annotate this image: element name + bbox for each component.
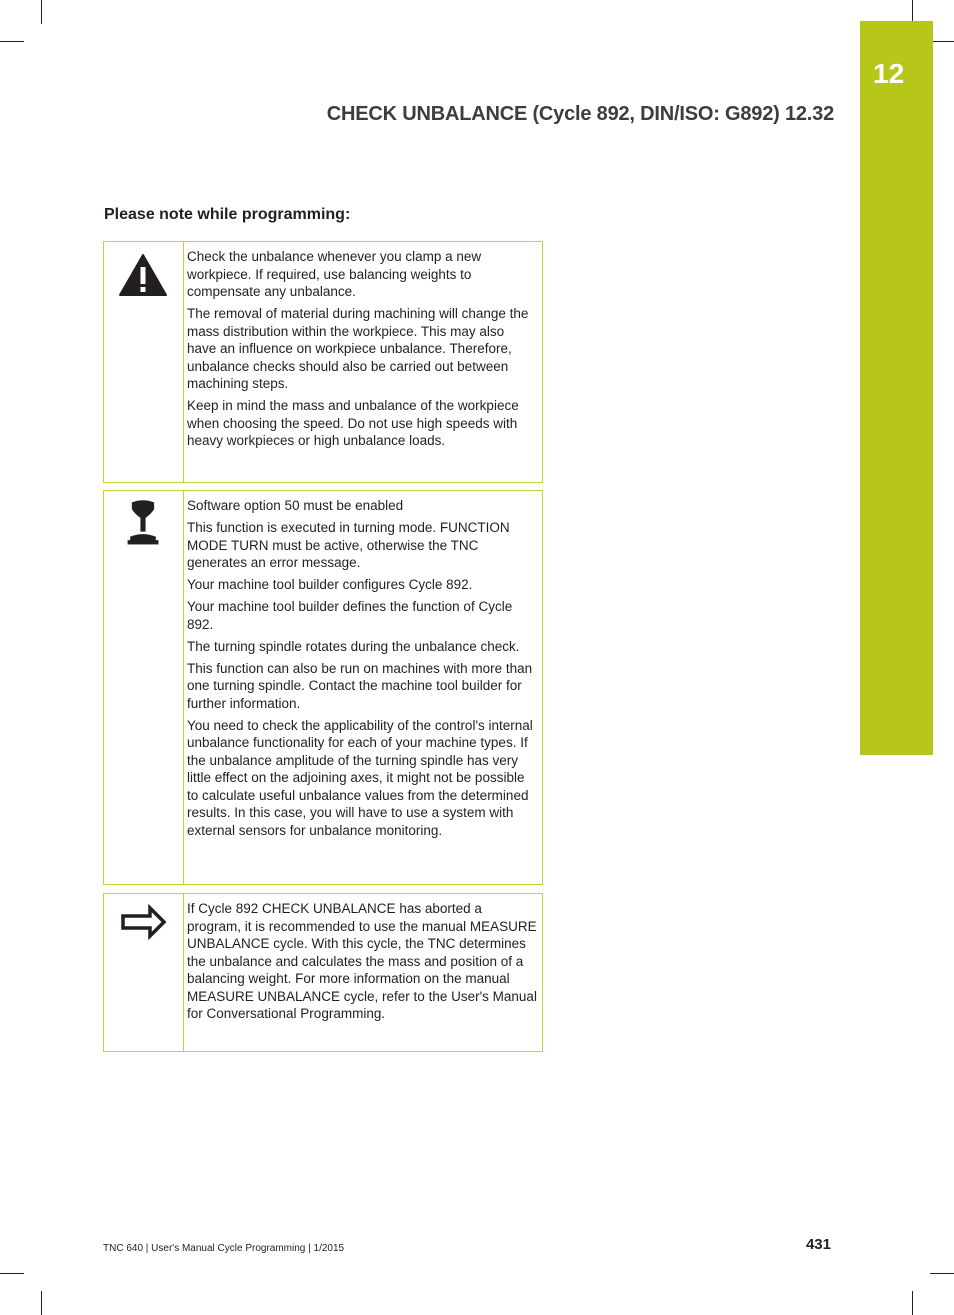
section-heading: Please note while programming:: [104, 206, 351, 223]
note-text: [187, 497, 537, 844]
note-text: [187, 900, 537, 1027]
note-paragraph: Your machine tool builder configures Cycle 892.: [187, 577, 473, 592]
note-paragraph: Keep in mind the mass and unbalance of the workpiece when choosing the speed. Do not use high speeds with heavy workpieces or high unbalance loads.: [187, 398, 519, 448]
crop-mark: [41, 0, 42, 24]
note-paragraph: Check the unbalance whenever you clamp a new workpiece. If required, use balancing weights to compensate any unbalance.: [187, 249, 482, 299]
note-icon-column: [104, 491, 184, 884]
reference-arrow-icon: [118, 900, 168, 948]
crop-mark: [912, 1291, 913, 1315]
note-paragraph: This function can also be run on machines with more than one turning spindle. Contact the machine tool builder for further information.: [187, 660, 533, 711]
warning-note: [103, 241, 543, 483]
note-paragraph: Software option 50 must be enabled: [187, 498, 404, 513]
page-number: 431: [805, 1236, 831, 1253]
machine-spindle-icon: [118, 499, 168, 547]
crop-mark: [930, 41, 954, 42]
note-text: [187, 248, 537, 454]
chapter-number: 12: [873, 58, 905, 89]
note-paragraph: You need to check the applicability of the control's internal unbalance functionality for each of your machine types. If the unbalance amplitude of the turning spindle has very little effect on the adjoining axes, it might not be possible to calculate useful unbalance values from the determined results. In this case, you will have to use a system with external sensors for unbalance monitoring.: [187, 717, 533, 838]
note-paragraph: If Cycle 892 CHECK UNBALANCE has aborted a program, it is recommended to use the manual MEASURE UNBALANCE cycle. With this cycle, the TNC determines the unbalance and calculates the mass and position of a balancing weight. For more information on the manual MEASURE UNBALANCE cycle, refer to the User's Manual for Conversational Programming.: [187, 901, 537, 1021]
note-paragraph: The removal of material during machining will change the mass distribution within the workpiece. This may also have an influence on workpiece unbalance. Therefore, unbalance checks should also be carried out between machining steps.: [187, 306, 529, 391]
crop-mark: [930, 1273, 954, 1274]
footer-text: TNC 640 | User's Manual Cycle Programming | 1/2015: [103, 1243, 345, 1254]
warning-icon: [118, 252, 168, 300]
note-paragraph: Your machine tool builder defines the function of Cycle 892.: [187, 599, 513, 632]
note-icon-column: [104, 242, 184, 482]
note-paragraph: The turning spindle rotates during the unbalance check.: [187, 638, 520, 654]
crop-mark: [41, 1291, 42, 1315]
crop-mark: [0, 1273, 24, 1274]
note-icon-column: [104, 894, 184, 1051]
machine-note: [103, 490, 543, 885]
reference-note: [103, 893, 543, 1052]
chapter-tab: [860, 21, 933, 755]
note-paragraph: This function is executed in turning mode. FUNCTION MODE TURN must be active, otherwise the TNC generates an error message.: [187, 520, 510, 570]
crop-mark: [0, 41, 24, 42]
page-title: CHECK UNBALANCE (Cycle 892, DIN/ISO: G892) 12.32: [326, 103, 834, 125]
